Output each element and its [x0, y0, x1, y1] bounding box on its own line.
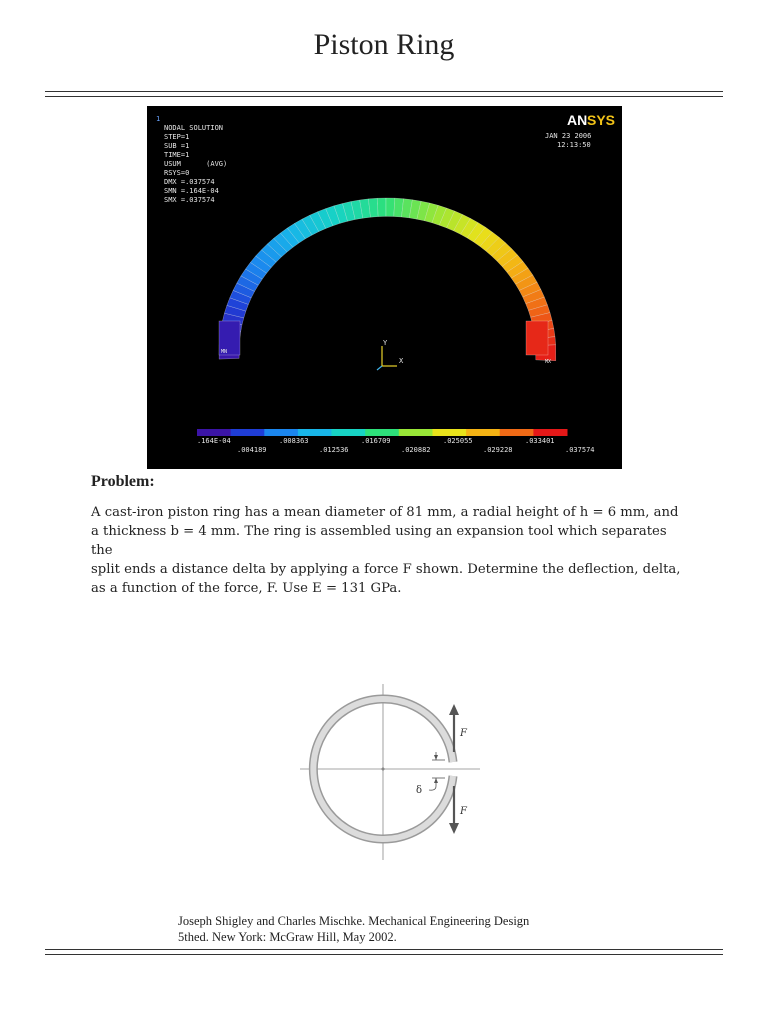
plot-time: 12:13:50: [557, 141, 591, 149]
bottom-rule-1: [45, 949, 723, 950]
colorbar-swatch: [533, 429, 567, 436]
colorbar-swatch: [332, 429, 366, 436]
info-line: RSYS=0: [164, 169, 190, 177]
colorbar-swatch: [399, 429, 433, 436]
problem-line-4: as a function of the force, F. Use E = 131 GPa.: [91, 581, 402, 596]
colorbar-label: .025055: [443, 437, 473, 445]
info-line: DMX =.037574: [164, 178, 215, 186]
colorbar-label: .004189: [237, 446, 267, 454]
colorbar-swatch: [500, 429, 534, 436]
problem-line-2: a thickness b = 4 mm. The ring is assembled using an expansion tool which separates the: [91, 524, 667, 558]
colorbar-label: .037574: [565, 446, 595, 454]
delta-label: δ: [416, 785, 423, 796]
colorbar-swatch: [466, 429, 500, 436]
info-line: NODAL SOLUTION: [164, 124, 224, 132]
ring-element: [386, 198, 395, 217]
problem-line-3: split ends a distance delta by applying a force F shown. Determine the deflection, delta,: [91, 562, 681, 577]
ring-right-end: [526, 321, 548, 355]
bottom-rule-2: [45, 954, 723, 955]
logo-part-sys: SYS: [587, 112, 616, 128]
page-title: Piston Ring: [313, 28, 455, 61]
plot-date: JAN 23 2006: [545, 132, 592, 140]
top-rule-2: [45, 96, 723, 97]
citation-line-1: Joseph Shigley and Charles Mischke. Mechanical Engineering Design: [178, 914, 530, 928]
colorbar-swatch: [365, 429, 399, 436]
problem-statement: [91, 503, 691, 598]
force-label-top: F: [460, 728, 467, 739]
colorbar-swatch: [231, 429, 265, 436]
info-line: SUB =1: [164, 142, 190, 150]
ansys-logo: [565, 112, 615, 128]
colorbar-label: .033401: [525, 437, 555, 445]
ansys-nodal-solution-figure: [147, 106, 622, 469]
colorbar-swatch: [298, 429, 332, 436]
info-line: TIME=1: [164, 151, 190, 159]
contour-colorbar: [197, 429, 568, 436]
top-rule-1: [45, 91, 723, 92]
ring-diagram-svg: [290, 682, 490, 864]
info-line: USUM (AVG): [164, 160, 228, 168]
force-label-bottom: F: [460, 806, 467, 817]
info-line: SMN =.164E-04: [164, 187, 219, 195]
info-line: SMX =.037574: [164, 196, 215, 204]
colorbar-label: .029228: [483, 446, 513, 454]
colorbar-label: .016709: [361, 437, 391, 445]
info-line: STEP=1: [164, 133, 190, 141]
problem-line-1: A cast-iron piston ring has a mean diameter of 81 mm, a radial height of h = 6 mm, and: [91, 505, 679, 520]
ring-max-label: MX: [545, 359, 552, 365]
gap-dimension-indicator: [429, 752, 445, 790]
axis-y-label: Y: [383, 339, 388, 347]
logo-part-an: AN: [567, 112, 588, 128]
colorbar-label: .164E-04: [197, 437, 231, 445]
axis-x-label: X: [399, 357, 404, 365]
colorbar-swatch: [197, 429, 231, 436]
ansys-plot-canvas: [147, 106, 622, 469]
colorbar-swatch: [264, 429, 298, 436]
colorbar-label: .012536: [319, 446, 349, 454]
problem-heading: Problem:: [91, 473, 155, 490]
colorbar-label: .008363: [279, 437, 309, 445]
piston-ring-diagram: [290, 682, 490, 864]
citation-line-2: 5thed. New York: McGraw Hill, May 2002.: [178, 930, 397, 944]
colorbar-label: .020882: [401, 446, 431, 454]
colorbar-swatch: [433, 429, 467, 436]
ring-element: [377, 198, 386, 217]
ring-min-label: MN: [221, 349, 228, 355]
reference-citation: [178, 913, 529, 945]
plot-id: 1: [156, 115, 161, 123]
